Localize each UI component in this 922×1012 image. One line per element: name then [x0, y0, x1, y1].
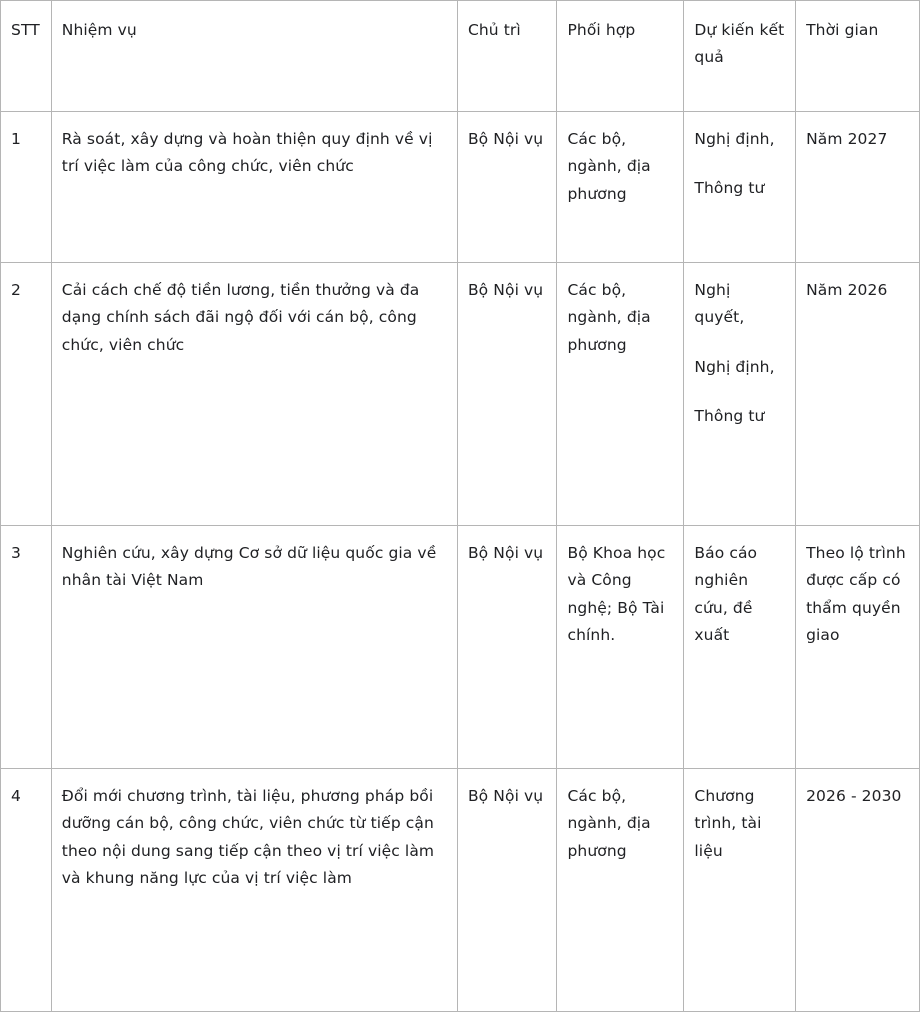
- cell-task: Rà soát, xây dựng và hoàn thiện quy định về vị trí việc làm của công chức, viên chức: [51, 112, 457, 263]
- cell-time: 2026 - 2030: [796, 769, 920, 1012]
- cell-task: Đổi mới chương trình, tài liệu, phương pháp bồi dưỡng cán bộ, công chức, viên chức từ tiếp cận theo nội dung sang tiếp cận theo vị trí việc làm và khung năng lực của vị trí việc làm: [51, 769, 457, 1012]
- cell-coordination: Các bộ, ngành, địa phương: [557, 769, 684, 1012]
- cell-lead: Bộ Nội vụ: [457, 526, 557, 769]
- cell-coordination: Các bộ, ngành, địa phương: [557, 112, 684, 263]
- cell-stt: 2: [1, 263, 52, 526]
- table-row: [1, 769, 920, 1012]
- cell-result: [684, 769, 796, 1012]
- column-header-task: Nhiệm vụ: [51, 1, 457, 112]
- cell-result-line: Thông tư: [694, 179, 765, 198]
- column-header-stt: STT: [1, 1, 52, 112]
- cell-stt: 3: [1, 526, 52, 769]
- cell-result-line: Chương trình, tài liệu: [694, 787, 762, 860]
- cell-result-line: Nghị định,: [694, 130, 775, 149]
- cell-time: Theo lộ trình được cấp có thẩm quyền giao: [796, 526, 920, 769]
- table-header-row: [1, 1, 920, 112]
- cell-result-line: Nghị quyết,: [694, 281, 745, 327]
- table-row: [1, 112, 920, 263]
- cell-task: Nghiên cứu, xây dựng Cơ sở dữ liệu quốc gia về nhân tài Việt Nam: [51, 526, 457, 769]
- cell-time: Năm 2026: [796, 263, 920, 526]
- cell-result-line: Báo cáo nghiên cứu, đề xuất: [694, 544, 758, 644]
- cell-result: [684, 263, 796, 526]
- cell-lead: Bộ Nội vụ: [457, 263, 557, 526]
- cell-stt: 4: [1, 769, 52, 1012]
- cell-lead: Bộ Nội vụ: [457, 112, 557, 263]
- cell-result: [684, 112, 796, 263]
- column-header-lead: Chủ trì: [457, 1, 557, 112]
- cell-task: Cải cách chế độ tiền lương, tiền thưởng và đa dạng chính sách đãi ngộ đối với cán bộ, công chức, viên chức: [51, 263, 457, 526]
- cell-lead: Bộ Nội vụ: [457, 769, 557, 1012]
- table-row: [1, 526, 920, 769]
- column-header-time: Thời gian: [796, 1, 920, 112]
- cell-result: [684, 526, 796, 769]
- cell-stt: 1: [1, 112, 52, 263]
- cell-time: Năm 2027: [796, 112, 920, 263]
- table-row: [1, 263, 920, 526]
- column-header-coordination: Phối hợp: [557, 1, 684, 112]
- cell-result-line: Nghị định,: [694, 357, 775, 376]
- cell-coordination: Bộ Khoa học và Công nghệ; Bộ Tài chính.: [557, 526, 684, 769]
- cell-result-line: Thông tư: [694, 406, 765, 425]
- cell-coordination: Các bộ, ngành, địa phương: [557, 263, 684, 526]
- column-header-result: Dự kiến kết quả: [684, 1, 796, 112]
